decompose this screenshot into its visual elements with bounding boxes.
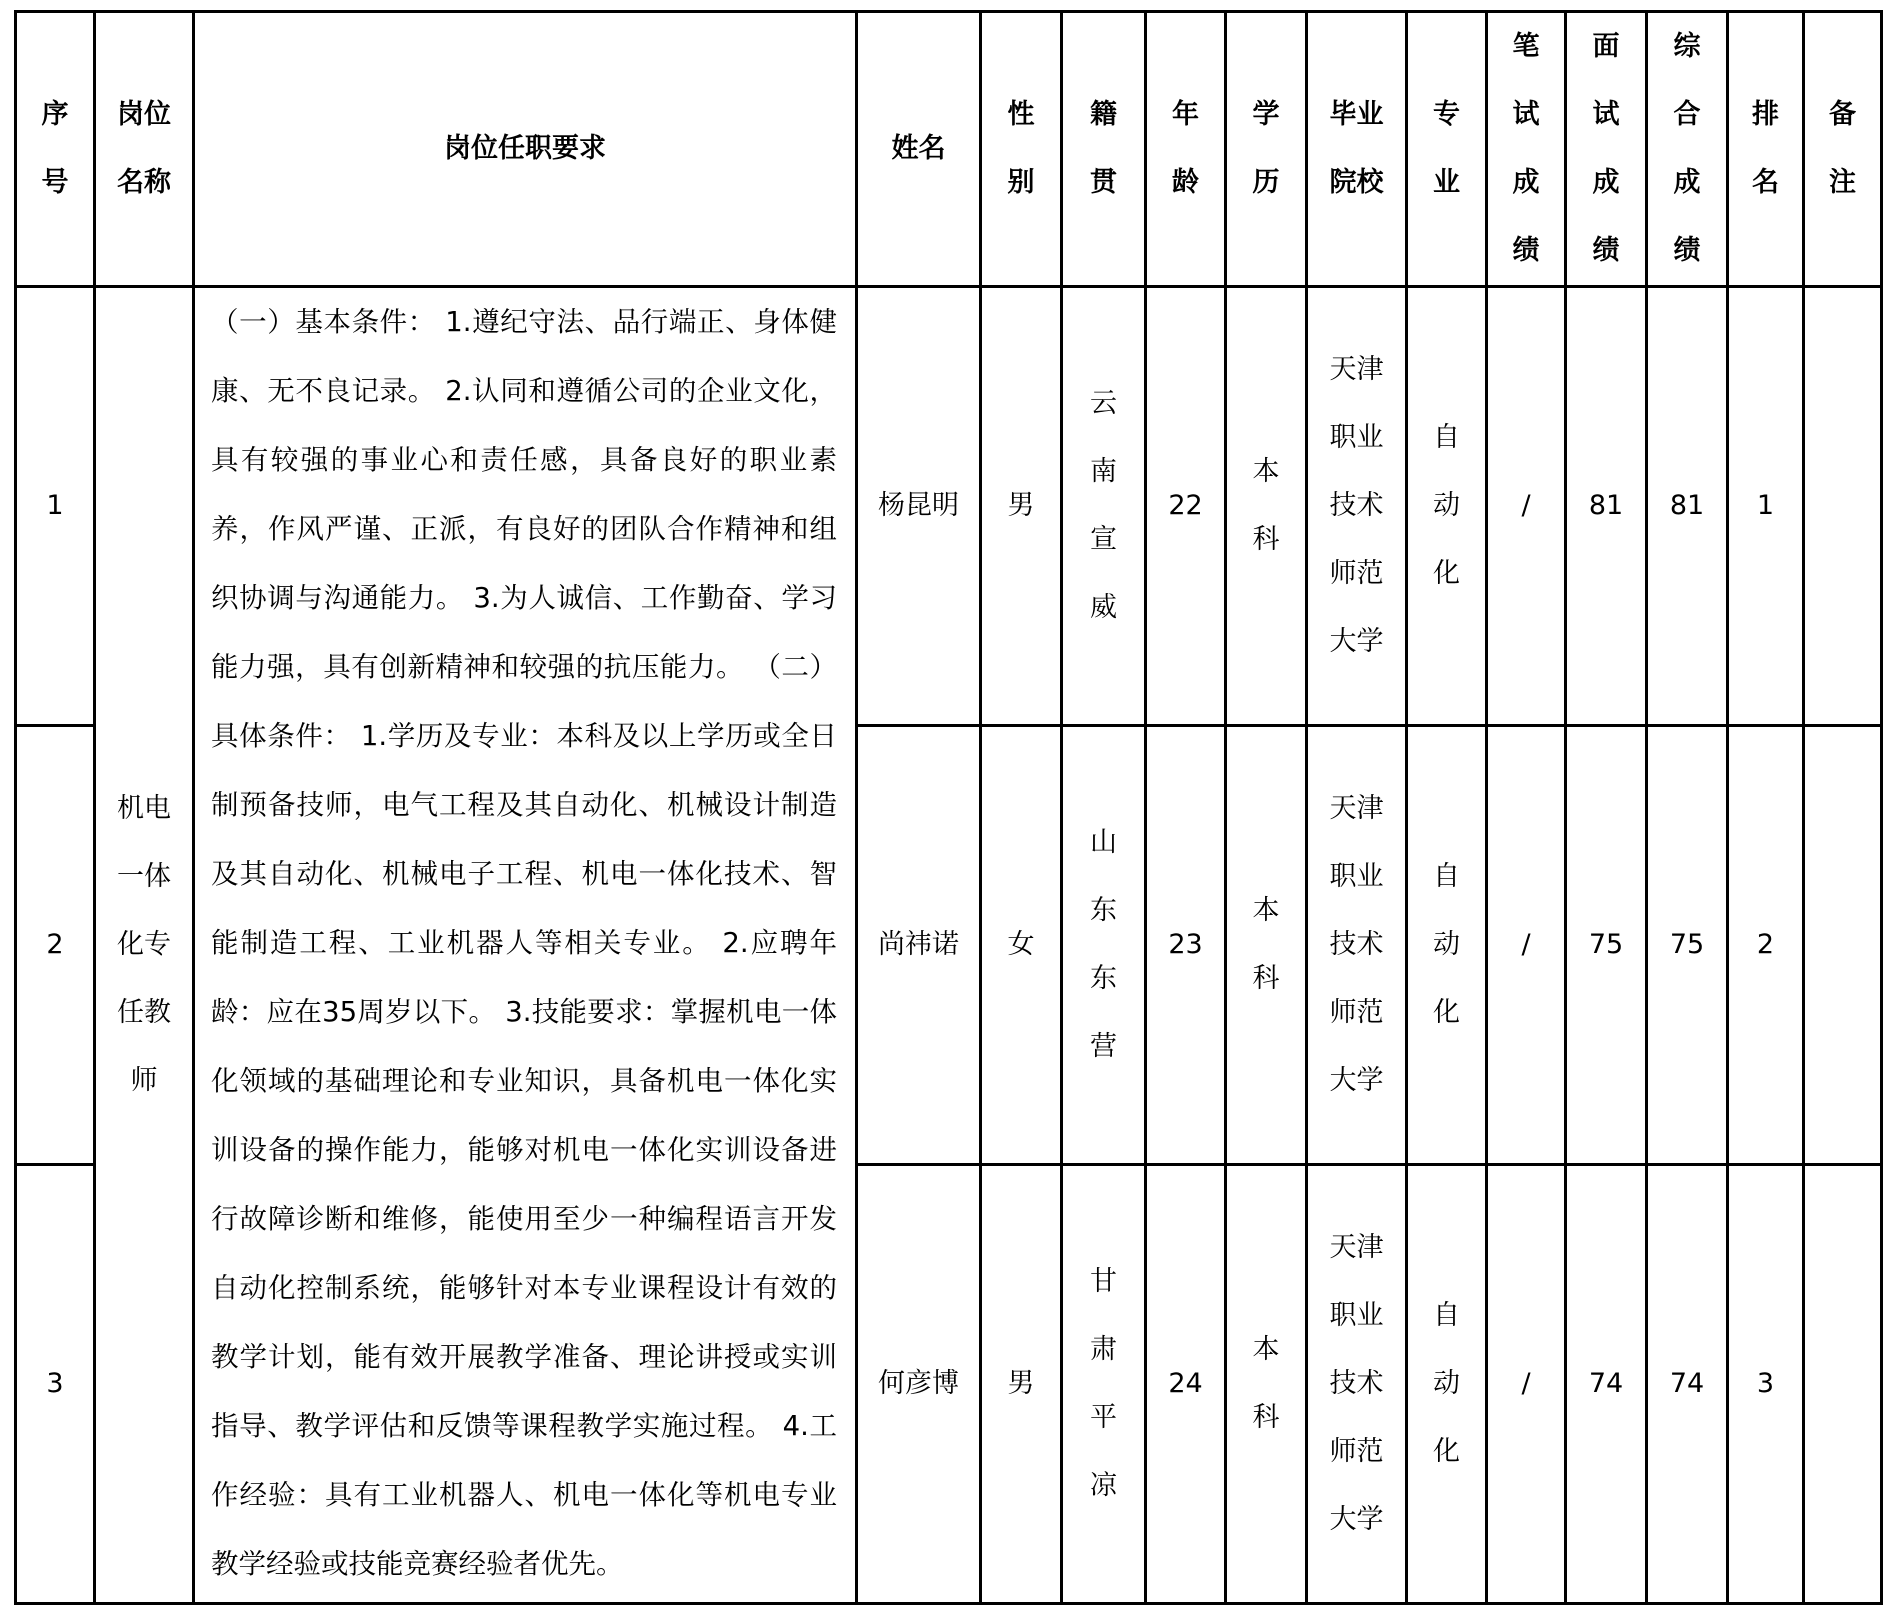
header-native-place: 籍贯 <box>1062 12 1146 287</box>
cell-rank: 2 <box>1728 726 1804 1165</box>
cell-major: 自动化 <box>1407 1165 1487 1604</box>
cell-written-score: / <box>1487 726 1566 1165</box>
header-position: 岗位名称 <box>95 12 194 287</box>
cell-age: 24 <box>1146 1165 1226 1604</box>
cell-total-score: 74 <box>1647 1165 1728 1604</box>
cell-native-place: 云南宣威 <box>1062 287 1146 726</box>
cell-seq: 1 <box>16 287 95 726</box>
cell-total-score: 81 <box>1647 287 1728 726</box>
cell-remark <box>1804 287 1882 726</box>
candidate-results-table <box>14 10 1883 1605</box>
table-row <box>16 287 1882 726</box>
cell-school: 天津职业技术师范大学 <box>1307 1165 1407 1604</box>
cell-age: 22 <box>1146 287 1226 726</box>
header-gender: 性别 <box>981 12 1062 287</box>
header-seq: 序号 <box>16 12 95 287</box>
cell-position-name: 机电一体化专任教师 <box>95 287 194 1604</box>
header-interview-score: 面试成绩 <box>1566 12 1647 287</box>
cell-major: 自动化 <box>1407 726 1487 1165</box>
cell-education: 本科 <box>1226 726 1307 1165</box>
header-total-score: 综合成绩 <box>1647 12 1728 287</box>
cell-education: 本科 <box>1226 287 1307 726</box>
cell-remark <box>1804 1165 1882 1604</box>
header-school: 毕业院校 <box>1307 12 1407 287</box>
cell-native-place: 山东东营 <box>1062 726 1146 1165</box>
cell-name: 何彦博 <box>857 1165 981 1604</box>
cell-interview-score: 74 <box>1566 1165 1647 1604</box>
cell-name: 尚祎诺 <box>857 726 981 1165</box>
cell-written-score: / <box>1487 287 1566 726</box>
cell-written-score: / <box>1487 1165 1566 1604</box>
cell-education: 本科 <box>1226 1165 1307 1604</box>
cell-rank: 3 <box>1728 1165 1804 1604</box>
header-rank: 排名 <box>1728 12 1804 287</box>
header-requirements: 岗位任职要求 <box>194 12 857 287</box>
cell-gender: 男 <box>981 1165 1062 1604</box>
cell-total-score: 75 <box>1647 726 1728 1165</box>
cell-gender: 男 <box>981 287 1062 726</box>
header-major: 专业 <box>1407 12 1487 287</box>
cell-remark <box>1804 726 1882 1165</box>
cell-gender: 女 <box>981 726 1062 1165</box>
cell-requirements <box>194 287 857 1604</box>
cell-school: 天津职业技术师范大学 <box>1307 287 1407 726</box>
cell-seq: 3 <box>16 1165 95 1604</box>
cell-age: 23 <box>1146 726 1226 1165</box>
header-age: 年龄 <box>1146 12 1226 287</box>
header-remark: 备注 <box>1804 12 1882 287</box>
header-name: 姓名 <box>857 12 981 287</box>
header-education: 学历 <box>1226 12 1307 287</box>
cell-rank: 1 <box>1728 287 1804 726</box>
header-row <box>16 12 1882 287</box>
cell-interview-score: 81 <box>1566 287 1647 726</box>
requirements-text: （一）基本条件： 1.遵纪守法、品行端正、身体健康、无不良记录。 2.认同和遵循公司的企业文化，具有较强的事业心和责任感，具备良好的职业素养，作风严谨、正派，有良好的团队合作精神和组织协调与沟通能力。 3.为人诚信、工作勤奋、学习能力强，具有创新精神和较强的抗压能力。 （二）具体条件： 1.学历及专业：本科及以上学历或全日制预备技师，电气工程及其自动化、机械设计制造及其自动化、机械电子工程、机电一体化技术、智能制造工程、工业机器人等相关专业。 2.应聘年龄：应在35周岁以下。 3.技能要求：掌握机电一体化领域的基础理论和专业知识，具备机电一体化实训设备的操作能力，能够对机电一体化实训设备进行故障诊断和维修，能使用至少一种编程语言开发自动化控制系统，能够针对本专业课程设计有效的教学计划，能有效开展教学准备、理论讲授或实训指导、教学评估和反馈等课程教学实施过程。 4.工作经验：具有工业机器人、机电一体化等机电专业教学经验或技能竞赛经验者优先。 <box>211 306 837 1580</box>
cell-seq: 2 <box>16 726 95 1165</box>
cell-native-place: 甘肃平凉 <box>1062 1165 1146 1604</box>
cell-interview-score: 75 <box>1566 726 1647 1165</box>
cell-name: 杨昆明 <box>857 287 981 726</box>
header-written-score: 笔试成绩 <box>1487 12 1566 287</box>
cell-school: 天津职业技术师范大学 <box>1307 726 1407 1165</box>
cell-major: 自动化 <box>1407 287 1487 726</box>
